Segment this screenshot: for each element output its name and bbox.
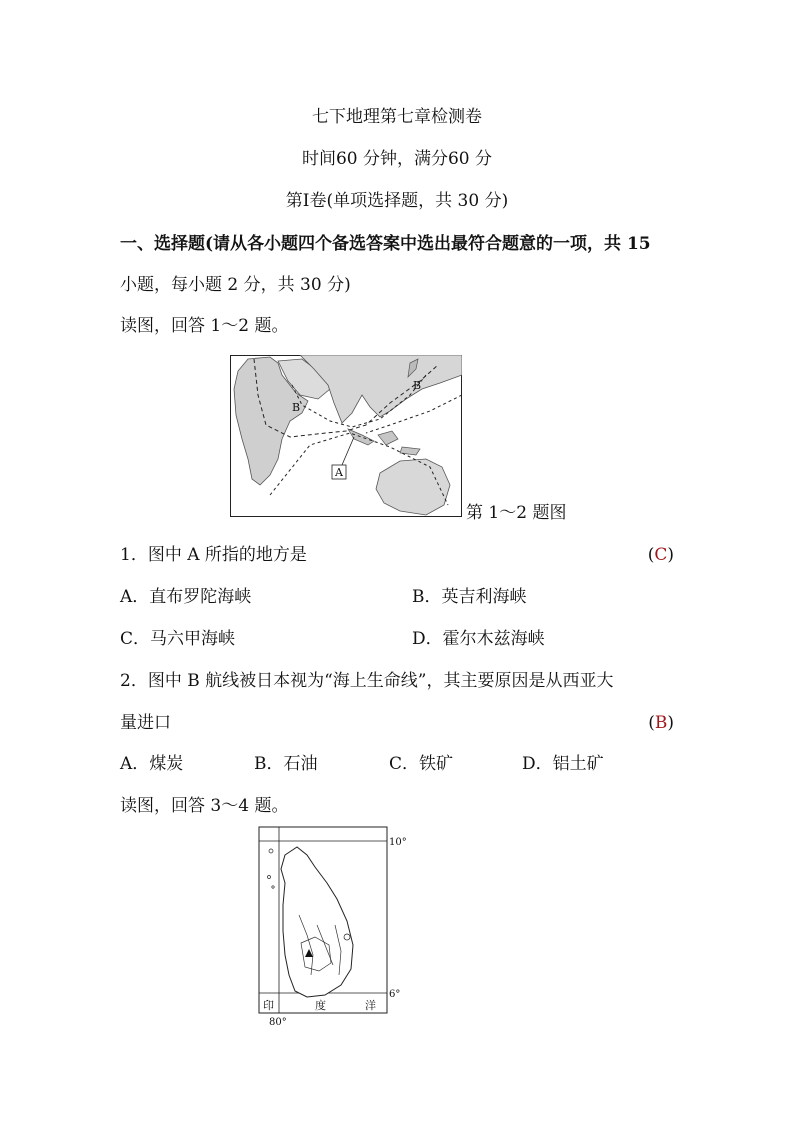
label-ocean-2: 度 [315, 999, 326, 1012]
page-title: 七下地理第七章检测卷 [312, 107, 482, 127]
question-1-option-b: B．英吉利海峡 [412, 587, 527, 607]
question-1-option-a: A．直布罗陀海峡 [120, 587, 252, 607]
exam-time-score: 时间60 分钟，满分60 分 [301, 149, 493, 169]
question-2-option-d: D．铝土矿 [522, 754, 604, 774]
question-1-answer: (C) [647, 545, 674, 565]
label-latitude-6: 6° [389, 989, 401, 1000]
question-1-option-d: D．霍尔木兹海峡 [412, 629, 545, 649]
label-b-west: B [292, 401, 301, 414]
label-b-east: B [413, 379, 422, 392]
question-2-option-c: C．铁矿 [389, 754, 454, 774]
part-heading-line1: 一、选择题(请从各小题四个备选答案中选出最符合题意的一项，共 15 [120, 234, 651, 254]
label-ocean-1: 印 [263, 999, 274, 1012]
question-2-answer-letter: B [654, 713, 668, 733]
label-longitude-80: 80° [269, 1017, 287, 1028]
question-2-answer: (B) [648, 713, 674, 733]
label-latitude-10: 10° [389, 837, 407, 848]
group1-instruction: 读图，回答 1～2 题。 [120, 316, 289, 336]
question-2-option-a: A．煤炭 [120, 754, 184, 774]
label-a: A [335, 466, 343, 479]
question-2-stem-line1: 2．图中 B 航线被日本视为“海上生命线”，其主要原因是从西亚大 [120, 671, 614, 691]
question-1-option-c: C．马六甲海峡 [120, 629, 236, 649]
group2-instruction: 读图，回答 3～4 题。 [120, 796, 289, 816]
figure-caption: 第 1～2 题图 [466, 503, 567, 523]
question-1-answer-letter: C [654, 545, 668, 565]
question-1-stem: 1．图中 A 所指的地方是 [120, 545, 307, 565]
shipping-route-map [230, 355, 462, 517]
sri-lanka-map [255, 825, 415, 1035]
label-ocean-3: 洋 [365, 999, 376, 1012]
question-2-option-b: B．石油 [254, 754, 318, 774]
part-heading-line2: 小题，每小题 2 分，共 30 分) [120, 275, 351, 295]
section-heading: 第Ⅰ卷(单项选择题，共 30 分) [285, 191, 509, 211]
question-2-stem-line2: 量进口 [120, 713, 171, 733]
